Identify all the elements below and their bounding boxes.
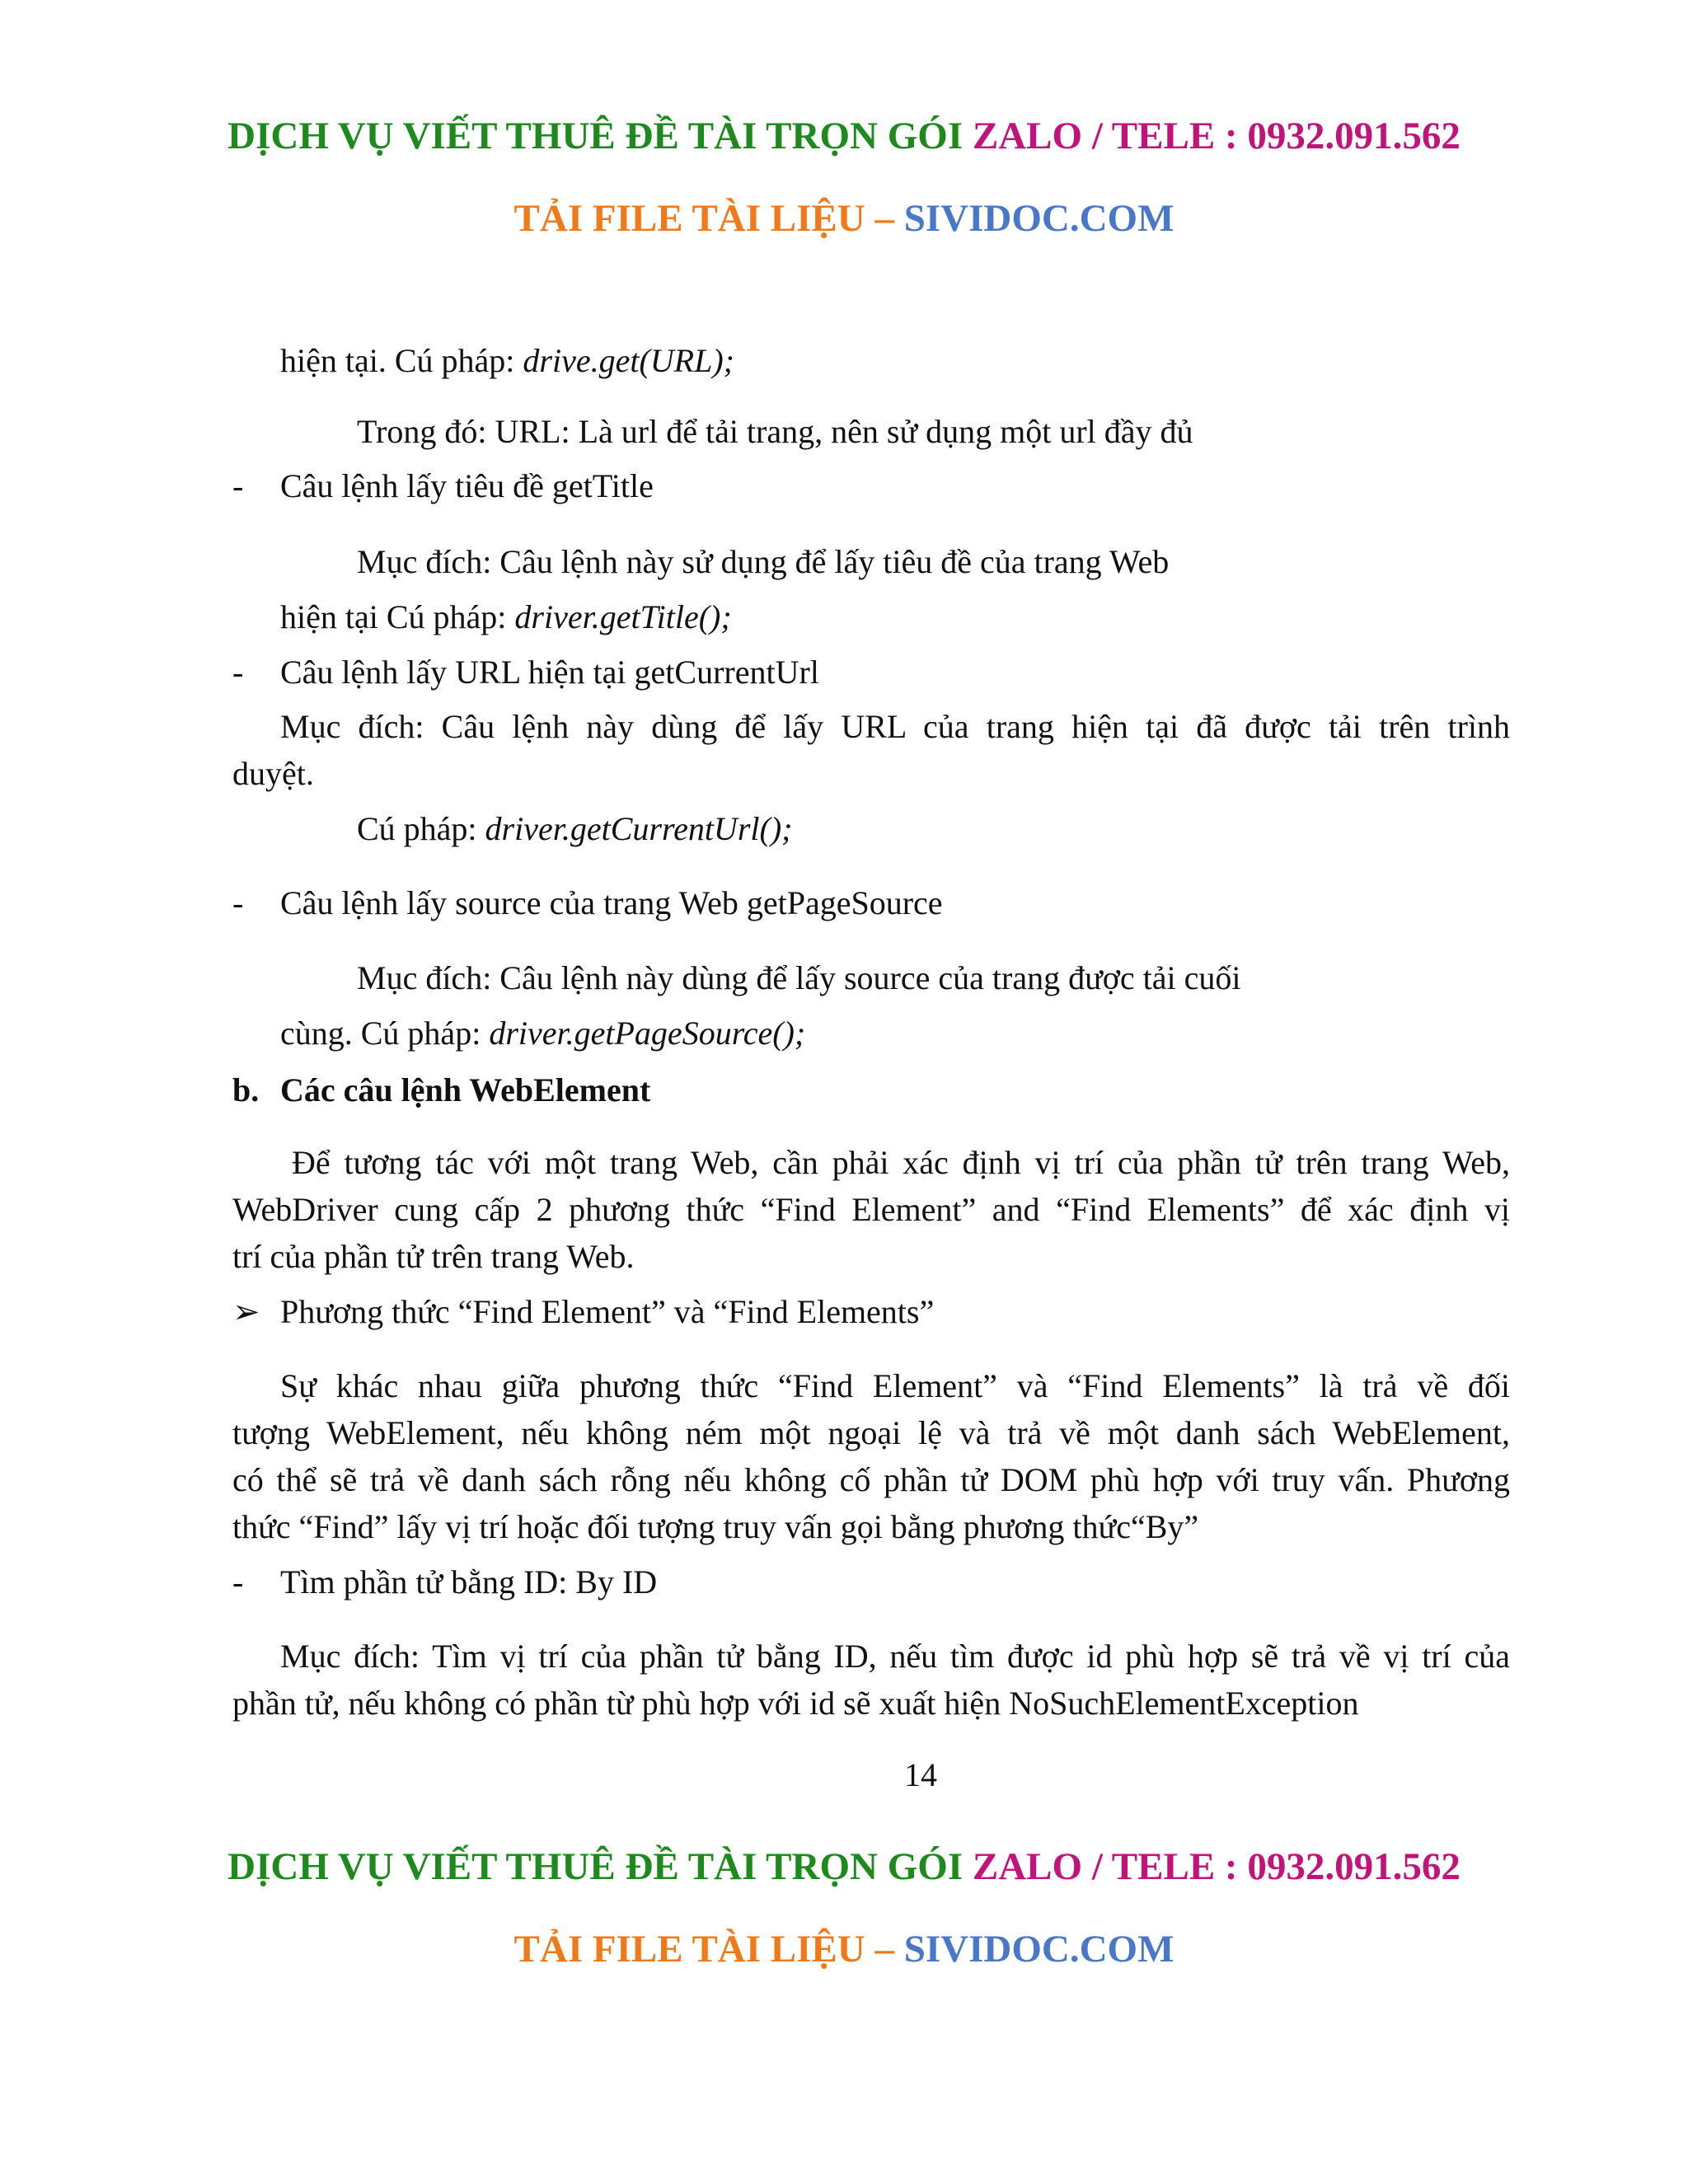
section-b-heading: Các câu lệnh WebElement: [280, 1071, 651, 1108]
footer-contact-text: ZALO / TELE : 0932.091.562: [972, 1845, 1461, 1888]
footer-download-text: TẢI FILE TÀI LIỆU –: [513, 1928, 894, 1971]
list-item-find-methods: Phương thức “Find Element” và “Find Elements”: [280, 1293, 935, 1330]
footer-site-link[interactable]: SIVIDOC.COM: [903, 1928, 1175, 1971]
syntax-label: hiện tại Cú pháp:: [280, 598, 515, 635]
header-download-text: TẢI FILE TÀI LIỆU –: [513, 197, 894, 240]
paragraph-interact-row1: Để tương tác với một trang Web, cần phải xác định vị trí của phần tử trên trang Web,: [292, 1144, 1510, 1181]
paragraph-interact-row3: trí của phần tử trên trang Web.: [232, 1238, 635, 1275]
header-site-link[interactable]: SIVIDOC.COM: [903, 197, 1175, 240]
section-b-label: b.: [232, 1071, 260, 1108]
list-item-getpagesource: Câu lệnh lấy source của trang Web getPageSource: [280, 884, 943, 921]
syntax-label: hiện tại. Cú pháp:: [280, 342, 523, 379]
list-item-geturl: Câu lệnh lấy URL hiện tại getCurrentUrl: [280, 654, 819, 691]
paragraph-getsource-purpose: Mục đích: Câu lệnh này dùng để lấy source của trang được tải cuối: [357, 959, 1241, 996]
arrow-bullet-icon: ➢: [232, 1293, 260, 1330]
code-gettitle: driver.getTitle();: [514, 598, 732, 635]
paragraph-gettitle-syntax: [280, 598, 732, 637]
footer-banner-line1: [0, 1844, 1688, 1889]
header-banner-line1: [0, 114, 1688, 158]
paragraph-gettitle-purpose: Mục đích: Câu lệnh này sử dụng để lấy tiêu đề của trang Web: [357, 543, 1170, 580]
paragraph-geturl-syntax: [357, 809, 792, 849]
list-dash-marker: -: [232, 654, 244, 691]
paragraph-diff-row4: thức “Find” lấy vị trí hoặc đối tượng truy vấn gọi bằng phương thức“By”: [232, 1508, 1199, 1545]
list-dash-marker: -: [232, 1563, 244, 1601]
paragraph-byid-row2: phần tử, nếu không có phần từ phù hợp với id sẽ xuất hiện NoSuchElementException: [232, 1685, 1359, 1722]
list-dash-marker: -: [232, 467, 244, 504]
syntax-label: cùng. Cú pháp:: [280, 1015, 490, 1052]
header-service-text: DỊCH VỤ VIẾT THUÊ ĐỀ TÀI TRỌN GÓI: [227, 115, 964, 157]
header-banner-line2: [0, 196, 1688, 241]
page-number: 14: [904, 1756, 937, 1793]
list-item-gettitle: Câu lệnh lấy tiêu đề getTitle: [280, 467, 654, 504]
code-drive-get: drive.get(URL);: [523, 342, 734, 379]
paragraph-diff-row1: Sự khác nhau giữa phương thức “Find Element” và “Find Elements” là trả về đối: [280, 1367, 1510, 1404]
paragraph-getsource-syntax: [280, 1014, 805, 1053]
code-getpagesource: driver.getPageSource();: [489, 1015, 806, 1052]
footer-banner-line2: [0, 1927, 1688, 1971]
paragraph-geturl-purpose-cont: duyệt.: [232, 755, 314, 792]
list-dash-marker: -: [232, 884, 244, 921]
list-item-by-id: Tìm phần tử bằng ID: By ID: [280, 1563, 658, 1601]
footer-service-text: DỊCH VỤ VIẾT THUÊ ĐỀ TÀI TRỌN GÓI: [227, 1845, 964, 1888]
paragraph-current-page-syntax: [280, 341, 734, 381]
paragraph-byid-row1: Mục đích: Tìm vị trí của phần tử bằng ID, nếu tìm được id phù hợp sẽ trả về vị trí của: [280, 1638, 1510, 1675]
paragraph-diff-row2: tượng WebElement, nếu không ném một ngoại lệ và trả về một danh sách WebElement,: [232, 1414, 1510, 1451]
syntax-label: Cú pháp:: [357, 810, 485, 847]
header-contact-text: ZALO / TELE : 0932.091.562: [972, 115, 1461, 157]
paragraph-diff-row3: có thể sẽ trả về danh sách rỗng nếu không cố phần tử DOM phù hợp với truy vấn. Phương: [232, 1461, 1510, 1498]
code-getcurrenturl: driver.getCurrentUrl();: [485, 810, 793, 847]
paragraph-url-note: Trong đó: URL: Là url để tải trang, nên sử dụng một url đầy đủ: [357, 413, 1193, 450]
paragraph-interact-row2: WebDriver cung cấp 2 phương thức “Find Element” and “Find Elements” để xác định vị: [232, 1191, 1510, 1228]
paragraph-geturl-purpose: Mục đích: Câu lệnh này dùng để lấy URL của trang hiện tại đã được tải trên trình: [280, 708, 1510, 745]
